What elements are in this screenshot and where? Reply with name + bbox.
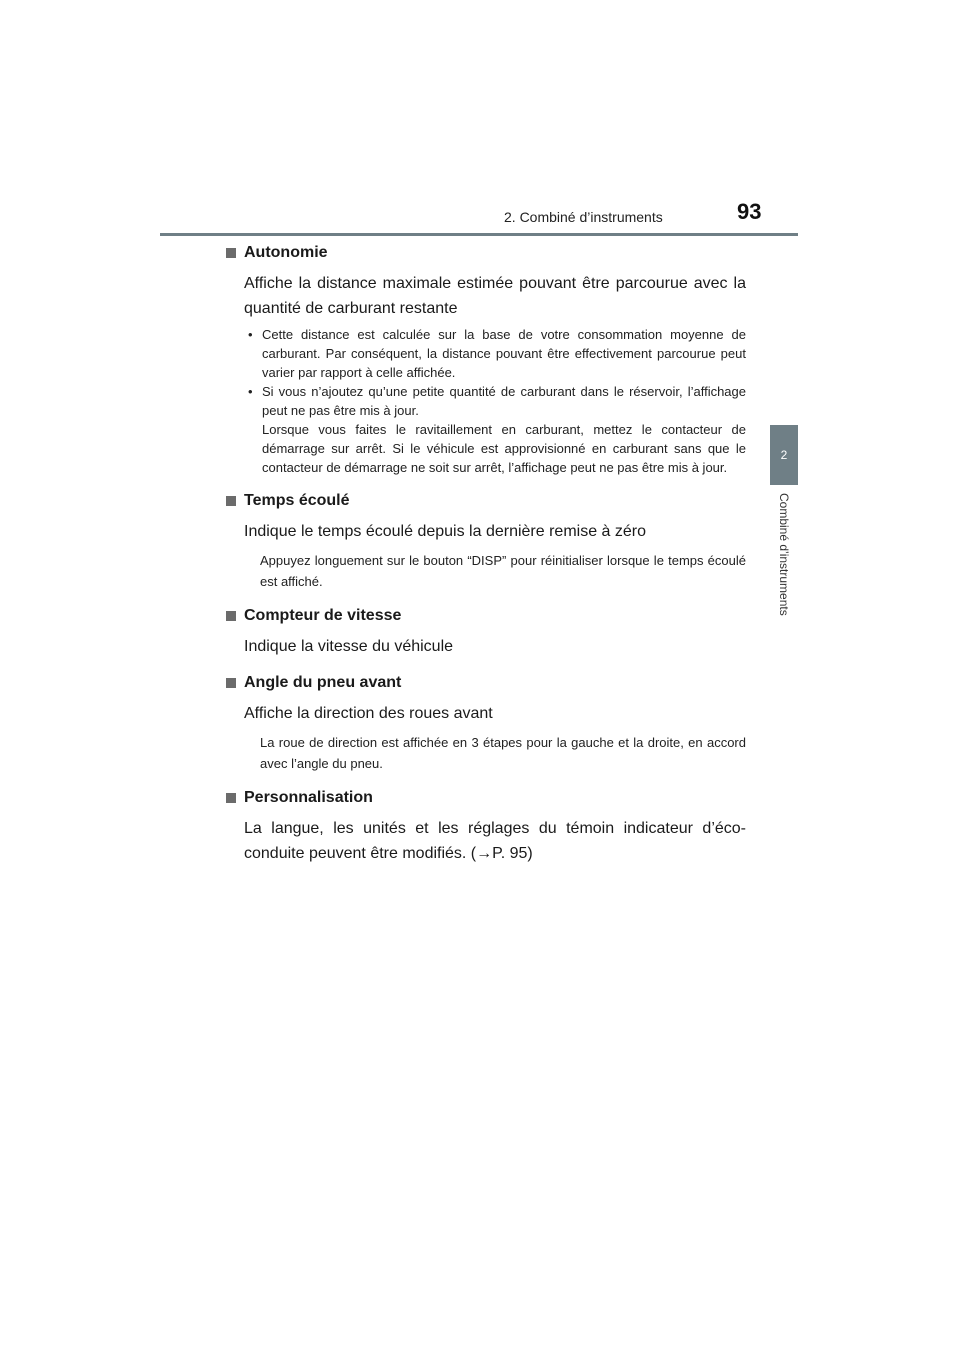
section-heading — [226, 788, 746, 808]
square-bullet-icon — [226, 678, 236, 688]
bullet-item — [244, 382, 746, 477]
header-rule — [160, 233, 798, 236]
section-lead: Indique la vitesse du véhicule — [244, 638, 454, 655]
section-note: La roue de direction est affichée en 3 étapes pour la gauche et la droite, en accord avec l’angle du pneu. — [260, 735, 746, 771]
square-bullet-icon — [226, 496, 236, 506]
square-bullet-icon — [226, 611, 236, 621]
section-lead: La langue, les unités et les réglages du témoin indicateur d’éco-conduite peuvent être modifiés. (→P. 95) — [244, 820, 746, 862]
bullet-list — [226, 325, 746, 477]
section-heading — [226, 673, 746, 693]
section-autonomie — [226, 243, 746, 477]
header-section-title: 2. Combiné d’instruments — [504, 209, 663, 225]
section-title: Autonomie — [244, 244, 328, 261]
section-title: Personnalisation — [244, 789, 373, 806]
square-bullet-icon — [226, 248, 236, 258]
section-heading — [226, 606, 746, 626]
section-temps-ecoule — [226, 491, 746, 592]
page-number: 93 — [737, 199, 762, 224]
page-content — [226, 243, 746, 880]
section-title: Compteur de vitesse — [244, 607, 402, 624]
section-personnalisation — [226, 788, 746, 866]
section-lead: Affiche la direction des roues avant — [244, 705, 493, 722]
section-compteur-vitesse — [226, 606, 746, 659]
chapter-side-strip — [770, 487, 798, 647]
section-heading — [226, 243, 746, 263]
section-lead: Indique le temps écoulé depuis la dernière remise à zéro — [244, 523, 647, 540]
section-heading — [226, 491, 746, 511]
section-title: Angle du pneu avant — [244, 674, 402, 691]
bullet-continuation: Lorsque vous faites le ravitaillement en carburant, mettez le contacteur de démarrage sur arrêt. Si le véhicule est approvisionné en carburant sans que le contacteur de démarrage ne soit sur arrêt, l’affichage peut ne pas être mis à jour. — [262, 422, 746, 475]
square-bullet-icon — [226, 793, 236, 803]
chapter-side-label: Combiné d’instruments — [777, 493, 791, 616]
chapter-tab — [770, 425, 798, 485]
section-lead: Affiche la distance maximale estimée pouvant être parcourue avec la quantité de carburant restante — [244, 275, 746, 317]
section-angle-pneu — [226, 673, 746, 774]
bullet-text: Cette distance est calculée sur la base de votre consommation moyenne de carburant. Par conséquent, la distance pouvant être effectivement parcourue peut varier par rapport à celle affichée. — [262, 327, 746, 380]
section-title: Temps écoulé — [244, 492, 350, 509]
bullet-dot-icon: • — [248, 327, 253, 342]
bullet-text: Si vous n’ajoutez qu’une petite quantité de carburant dans le réservoir, l’affichage peut ne pas être mis à jour. — [262, 384, 746, 418]
bullet-item — [244, 325, 746, 382]
bullet-dot-icon: • — [248, 384, 253, 399]
section-note: Appuyez longuement sur le bouton “DISP” pour réinitialiser lorsque le temps écoulé est affiché. — [260, 553, 746, 589]
chapter-tab-number: 2 — [780, 448, 788, 462]
